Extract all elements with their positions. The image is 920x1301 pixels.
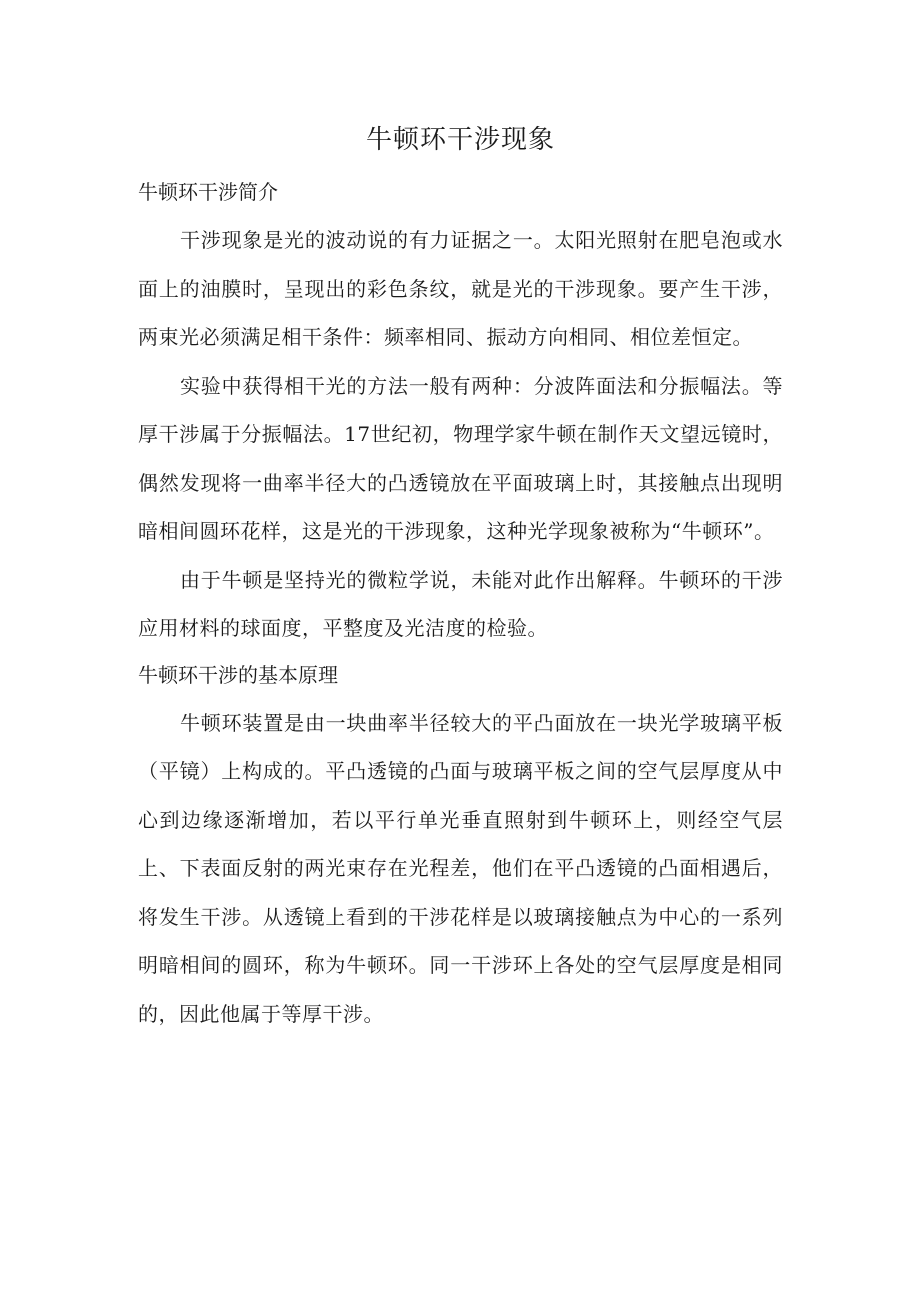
paragraph: 由于牛顿是坚持光的微粒学说，未能对此作出解释。牛顿环的干涉应用材料的球面度，平整度及光洁度的检验。	[138, 567, 783, 640]
paragraph: 牛顿环装置是由一块曲率半径较大的平凸面放在一块光学玻璃平板（平镜）上构成的。平凸透镜的凸面与玻璃平板之间的空气层厚度从中心到边缘逐渐增加，若以平行单光垂直照射到牛顿环上，则经空气层上、下表面反射的两光束存在光程差，他们在平凸透镜的凸面相遇后，将发生干涉。从透镜上看到的干涉花样是以玻璃接触点为中心的一系列明暗相间的圆环，称为牛顿环。同一干涉环上各处的空气层厚度是相同的，因此他属于等厚干涉。	[138, 710, 783, 1026]
paragraph: 干涉现象是光的波动说的有力证据之一。太阳光照射在肥皂泡或水面上的油膜时，呈现出的彩色条纹，就是光的干涉现象。要产生干涉，两束光必须满足相干条件：频率相同、振动方向相同、相位差恒定。	[138, 228, 783, 349]
section-heading-intro: 牛顿环干涉简介	[138, 180, 278, 204]
document-title: 牛顿环干涉现象	[365, 125, 555, 155]
paragraph: 实验中获得相干光的方法一般有两种：分波阵面法和分振幅法。等厚干涉属于分振幅法。17世纪初，物理学家牛顿在制作天文望远镜时，偶然发现将一曲率半径大的凸透镜放在平面玻璃上时，其接触点出现明暗相间圆环花样，这是光的干涉现象，这种光学现象被称为“牛顿环”。	[138, 373, 783, 543]
document-page	[138, 118, 783, 1038]
section-heading-principle: 牛顿环干涉的基本原理	[138, 662, 338, 687]
